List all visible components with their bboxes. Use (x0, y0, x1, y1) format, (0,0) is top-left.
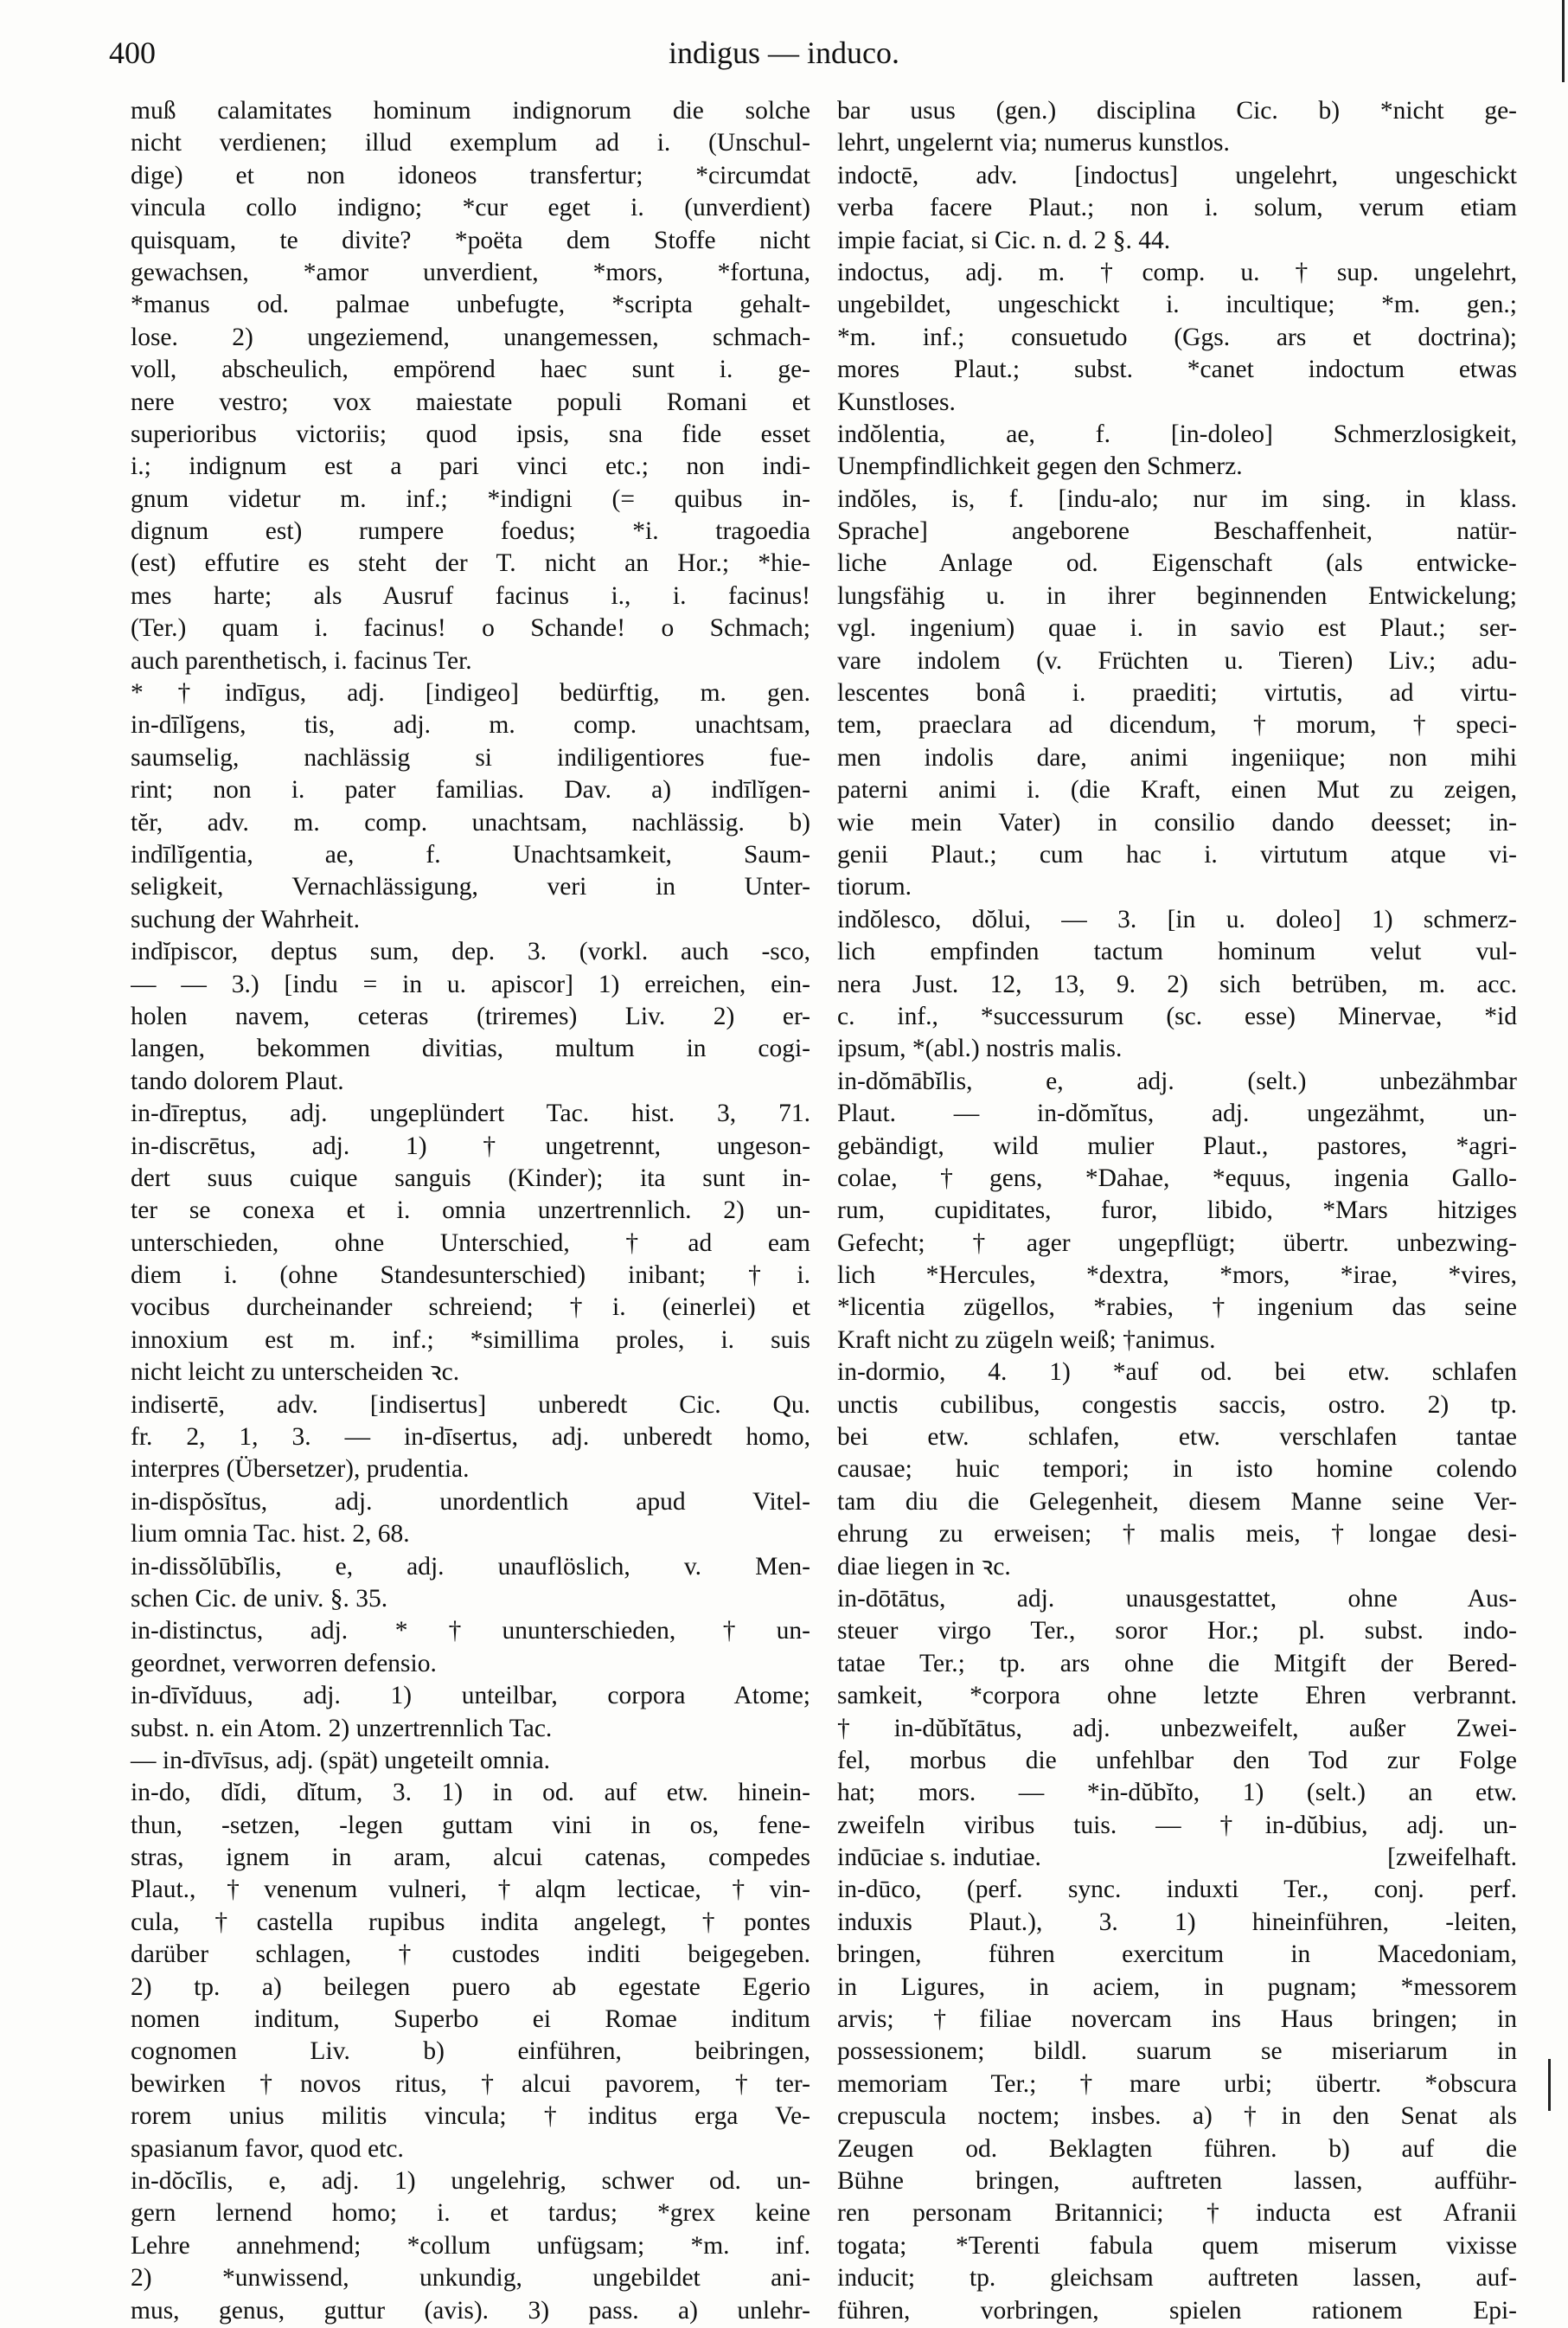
dictionary-line: impie faciat, si Cic. n. d. 2 §. 44. (837, 226, 1171, 254)
dictionary-line: interpres (Übersetzer), prudentia. (131, 1455, 470, 1484)
dictionary-line: rum, cupiditates, furor, libido, *Mars hitziges (837, 1196, 1517, 1225)
dictionary-line: 2) *unwissend, unkundig, ungebildet ani- (131, 2264, 810, 2293)
scan-edge-mark (1548, 2059, 1551, 2111)
dictionary-line: in-dīreptus, adj. ungeplündert Tac. hist. 3, 71. (131, 1100, 810, 1128)
dictionary-line: Bühne bringen, auftreten lassen, aufführ- (837, 2167, 1517, 2195)
line-segment: indūciae s. indutiae. (837, 1844, 1041, 1872)
page-number: 400 (109, 35, 156, 70)
dictionary-line: in-dispŏsĭtus, adj. unordentlich apud Vitel- (131, 1487, 810, 1516)
dictionary-line: stras, ignem in aram, alcui catenas, compedes (131, 1844, 810, 1872)
dictionary-line: vare indolem (v. Früchten u. Tieren) Liv.; adu- (837, 646, 1517, 675)
dictionary-line: — in-dīvīsus, adj. (spät) ungeteilt omnia. (131, 1746, 551, 1774)
dictionary-line: mores Plaut.; subst. *canet indoctum etwas (837, 356, 1517, 384)
dictionary-line: rorem unius militis vincula; †inditus erga Ve- (131, 2102, 810, 2131)
dictionary-line: in-do, dĭdi, dĭtum, 3. 1) in od. auf etw. hinein- (131, 1779, 810, 1807)
left-column (131, 95, 810, 2327)
dictionary-line: Gefecht; †ager ungepflügt; übertr. unbezwing- (837, 1228, 1517, 1257)
dictionary-line: nicht leicht zu unterscheiden ꝛc. (131, 1358, 460, 1387)
dictionary-line: unctis cubilibus, congestis saccis, ostro. 2) tp. (837, 1390, 1517, 1419)
dictionary-line: Kunstloses. (837, 388, 956, 416)
running-title: indigus — induco. (669, 35, 899, 70)
dictionary-line: saumselig, nachlässig si indiligentiores fue- (131, 743, 810, 772)
dictionary-line: auch parenthetisch, i. facinus Ter. (131, 646, 472, 675)
dictionary-line: indŏlentia, ae, f. [in-doleo] Schmerzlosigkeit, (837, 420, 1517, 448)
dictionary-line: indoctus, adj. m. †comp. u. †sup. ungelehrt, (837, 258, 1517, 286)
dictionary-line: colae, †gens, *Dahae, *equus, ingenia Gallo- (837, 1164, 1517, 1192)
dictionary-line: ter se conexa et i. omnia unzertrennlich. 2) un- (131, 1196, 810, 1225)
dictionary-line: i.; indignum est a pari vinci etc.; non indi- (131, 452, 810, 481)
dictionary-line: in-dōtātus, adj. unausgestattet, ohne Aus- (837, 1584, 1517, 1613)
dictionary-line: men indolis dare, animi ingeniique; non mihi (837, 743, 1517, 772)
dictionary-line: nicht verdienen; illud exemplum ad i. (Unschul- (131, 129, 810, 157)
dictionary-line: innoxium est m. inf.; *simillima proles, i. suis (131, 1325, 810, 1354)
dictionary-line: in-dŏmābĭlis, e, adj. (selt.) unbezähmbar (837, 1067, 1517, 1095)
dictionary-line: dignum est) rumpere foedus; *i. tragoedia (131, 517, 810, 546)
dictionary-line: langen, bekommen divitias, multum in cogi- (131, 1035, 810, 1063)
dictionary-line: tem, praeclara ad dicendum, †morum, †speci- (837, 711, 1517, 740)
dictionary-line: in-dīvĭduus, adj. 1) unteilbar, corpora Atome; (131, 1682, 810, 1710)
dictionary-line: Plaut., †venenum vulneri, †alqm lecticae, †vin- (131, 1876, 810, 1904)
dictionary-line: hat; mors. — *in-dŭbĭto, 1) (selt.) an etw. (837, 1779, 1517, 1807)
dictionary-line: tatae Ter.; tp. ars ohne die Mitgift der Bered- (837, 1649, 1517, 1677)
dictionary-line: tam diu die Gelegenheit, diesem Manne seine Ver- (837, 1487, 1517, 1516)
dictionary-line: tando dolorem Plaut. (131, 1067, 344, 1095)
right-column (837, 95, 1517, 2327)
dictionary-line: nera Just. 12, 13, 9. 2) sich betrüben, m. acc. (837, 970, 1517, 998)
dictionary-line: arvis; †filiae novercam ins Haus bringen; in (837, 2005, 1517, 2034)
dictionary-line: unterschieden, ohne Unterschied, †ad eam (131, 1228, 810, 1257)
dictionary-line: lehrt, ungelernt via; numerus kunstlos. (837, 129, 1230, 157)
dictionary-line: darüber schlagen, †custodes inditi beigegeben. (131, 1940, 810, 1969)
dictionary-line: lich empfinden tactum hominum velut vul- (837, 938, 1517, 966)
dictionary-line: führen, vorbringen, spielen rationem Epi- (837, 2296, 1517, 2325)
dictionary-line: cula, †castella rupibus indita angelegt, †pontes (131, 1908, 810, 1936)
dictionary-line: in-dormio, 4. 1) *auf od. bei etw. schlafen (837, 1358, 1517, 1387)
dictionary-line: lungsfähig u. in ihrer beginnenden Entwickelung; (837, 581, 1517, 610)
dictionary-line: — — 3.) [indu = in u. apiscor] 1) erreichen, ein- (131, 970, 810, 998)
dictionary-line: in-dissŏlūbĭlis, e, adj. unauflöslich, v. Men- (131, 1552, 810, 1581)
dictionary-line: ipsum, *(abl.) nostris malis. (837, 1035, 1123, 1063)
dictionary-line: superioribus victoriis; quod ipsis, sna fide esset (131, 420, 810, 448)
dictionary-line: dert suus cuique sanguis (Kinder); ita sunt in- (131, 1164, 810, 1192)
dictionary-line: Lehre annehmend; *collum unfügsam; *m. inf. (131, 2231, 810, 2260)
dictionary-line: possessionem; bildl. suarum se miseriarum in (837, 2037, 1517, 2066)
dictionary-line: mus, genus, guttur (avis). 3) pass. a) unlehr- (131, 2296, 810, 2325)
dictionary-line: crepuscula noctem; insbes. a) †in den Senat als (837, 2102, 1517, 2131)
dictionary-line: memoriam Ter.; †mare urbi; übertr. *obscura (837, 2069, 1517, 2098)
dictionary-line: gnum videtur m. inf.; *indigni (= quibus in- (131, 484, 810, 513)
dictionary-line: in-dŏcĭlis, e, adj. 1) ungelehrig, schwer od. un- (131, 2167, 810, 2195)
dictionary-line: (Ter.) quam i. facinus! o Schande! o Schmach; (131, 614, 810, 643)
dictionary-line: vincula collo indigno; *cur eget i. (unverdient) (131, 194, 810, 222)
dictionary-line: verba facere Plaut.; non i. solum, verum etiam (837, 194, 1517, 222)
dictionary-line: in-distinctus, adj. *†ununterschieden, †un- (131, 1617, 810, 1645)
dictionary-line: suchung der Wahrheit. (131, 905, 360, 933)
dictionary-line: *manus od. palmae unbefugte, *scripta gehalt- (131, 291, 810, 319)
dictionary-line: genii Plaut.; cum hac i. virtutum atque vi- (837, 840, 1517, 869)
dictionary-line: causae; huic tempori; in isto homine colendo (837, 1455, 1517, 1484)
dictionary-line: *m. inf.; consuetudo (Ggs. ars et doctrina); (837, 323, 1517, 351)
dictionary-line: Unempfindlichkeit gegen den Schmerz. (837, 452, 1243, 481)
dictionary-line (837, 1842, 1517, 1874)
dictionary-line: mes harte; als Ausruf facinus i., i. facinus! (131, 581, 810, 610)
dictionary-line: geordnet, verworren defensio. (131, 1649, 437, 1677)
dictionary-line: inducit; tp. gleichsam auftreten lassen, auf- (837, 2264, 1517, 2293)
dictionary-line: lich *Hercules, *dextra, *mors, *irae, *vires, (837, 1261, 1517, 1290)
dictionary-line: ungebildet, ungeschickt i. incultique; *m. gen.; (837, 291, 1517, 319)
dictionary-line: gebändigt, wild mulier Plaut., pastores, *agri- (837, 1132, 1517, 1160)
dictionary-line: fr. 2, 1, 3. — in-dīsertus, adj. unberedt homo, (131, 1423, 810, 1452)
dictionary-line: vgl. ingenium) quae i. in savio est Plaut.; ser- (837, 614, 1517, 643)
dictionary-line: diae liegen in ꝛc. (837, 1552, 1011, 1581)
dictionary-line: diem i. (ohne Standesunterschied) inibant; †i. (131, 1261, 810, 1290)
dictionary-line: nere vestro; vox maiestate populi Romani et (131, 388, 810, 416)
dictionary-line: in Ligures, in aciem, in pugnam; *messorem (837, 1972, 1517, 2001)
dictionary-line: rint; non i. pater familias. Dav. a) indīlĭgen- (131, 776, 810, 805)
dictionary-line: subst. n. ein Atom. 2) unzertrennlich Tac. (131, 1714, 553, 1742)
dictionary-line: ehrung zu erweisen; †malis meis, †longae desi- (837, 1520, 1517, 1549)
scan-edge-mark (1562, 0, 1565, 82)
dictionary-line: ren personam Britannici; †inducta est Afranii (837, 2199, 1517, 2228)
dictionary-line: 2) tp. a) beilegen puero ab egestate Egerio (131, 1972, 810, 2001)
dictionary-line: bei etw. schlafen, etw. verschlafen tantae (837, 1423, 1517, 1452)
dictionary-line: indoctē, adv. [indoctus] ungelehrt, ungeschickt (837, 161, 1517, 189)
dictionary-line: nomen inditum, Superbo ei Romae inditum (131, 2005, 810, 2034)
dictionary-line: indĭpiscor, deptus sum, dep. 3. (vorkl. auch -sco, (131, 938, 810, 966)
dictionary-line: quisquam, te divite? *poëta dem Stoffe nicht (131, 226, 810, 254)
dictionary-line: Sprache] angeborene Beschaffenheit, natür- (837, 517, 1517, 546)
dictionary-line: Plaut. — in-dŏmĭtus, adj. ungezähmt, un- (837, 1100, 1517, 1128)
dictionary-line: *†indīgus, adj. [indigeo] bedürftig, m. gen. (131, 679, 810, 708)
dictionary-line: bewirken †novos ritus, †alcui pavorem, †ter- (131, 2069, 810, 2098)
dictionary-line: muß calamitates hominum indignorum die solche (131, 97, 810, 125)
dictionary-line: indisertē, adv. [indisertus] unberedt Cic. Qu. (131, 1390, 810, 1419)
dictionary-line: fel, morbus die unfehlbar den Tod zur Folge (837, 1746, 1517, 1774)
dictionary-line: paterni animi i. (die Kraft, einen Mut zu zeigen, (837, 776, 1517, 805)
dictionary-line: (est) effutire es steht der T. nicht an Hor.; *hie- (131, 549, 810, 578)
dictionary-line: bar usus (gen.) disciplina Cic. b) *nicht ge- (837, 97, 1517, 125)
dictionary-line: induxis Plaut.), 3. 1) hineinführen, -leiten, (837, 1908, 1517, 1936)
dictionary-line: lescentes bonâ i. praediti; virtutis, ad virtu- (837, 679, 1517, 708)
dictionary-line: in-dīlĭgens, tis, adj. m. comp. unachtsam, (131, 711, 810, 740)
dictionary-line: bringen, führen exercitum in Macedoniam, (837, 1940, 1517, 1969)
dictionary-line: indŏles, is, f. [indu-alo; nur im sing. in klass. (837, 484, 1517, 513)
dictionary-line: voll, abscheulich, empörend haec sunt i. ge- (131, 356, 810, 384)
dictionary-line: lose. 2) ungeziemend, unangemessen, schmach- (131, 323, 810, 351)
dictionary-line: dige) et non idoneos transfertur; *circumdat (131, 161, 810, 189)
dictionary-line: tĕr, adv. m. comp. unachtsam, nachlässig. b) (131, 808, 810, 837)
dictionary-line: Kraft nicht zu zügeln weiß; †animus. (837, 1325, 1216, 1354)
dictionary-line: seligkeit, Vernachlässigung, veri in Unter- (131, 873, 810, 901)
dictionary-line: samkeit, *corpora ohne letzte Ehren verbrannt. (837, 1682, 1517, 1710)
dictionary-line: thun, -setzen, -legen guttam vini in os, fene- (131, 1811, 810, 1839)
dictionary-line: liche Anlage od. Eigenschaft (als entwicke- (837, 549, 1517, 578)
dictionary-line: lium omnia Tac. hist. 2, 68. (131, 1520, 410, 1549)
line-segment: [zweifelhaft. (1387, 1844, 1517, 1872)
dictionary-line: vocibus durcheinander schreiend; †i. (einerlei) et (131, 1293, 810, 1322)
dictionary-line: togata; *Terenti fabula quem miserum vixisse (837, 2231, 1517, 2260)
dictionary-line: steuer virgo Ter., soror Hor.; pl. subst. indo- (837, 1617, 1517, 1645)
dictionary-line: in-discrētus, adj. 1) †ungetrennt, ungeson- (131, 1132, 810, 1160)
dictionary-line: †in-dŭbĭtātus, adj. unbezweifelt, außer Zwei- (837, 1714, 1517, 1742)
dictionary-line: schen Cic. de univ. §. 35. (131, 1584, 388, 1613)
dictionary-line: cognomen Liv. b) einführen, beibringen, (131, 2037, 810, 2066)
dictionary-line: c. inf., *successurum (sc. esse) Minervae, *id (837, 1002, 1517, 1030)
dictionary-line: indīlĭgentia, ae, f. Unachtsamkeit, Saum- (131, 840, 810, 869)
dictionary-line: Zeugen od. Beklagten führen. b) auf die (837, 2134, 1517, 2163)
dictionary-line: zweifeln viribus tuis. — †in-dŭbius, adj. un- (837, 1811, 1517, 1839)
dictionary-line: indŏlesco, dŏlui, — 3. [in u. doleo] 1) schmerz- (837, 905, 1517, 933)
dictionary-line: wie mein Vater) in consilio dando deesset; in- (837, 808, 1517, 837)
dictionary-line: spasianum favor, quod etc. (131, 2134, 404, 2163)
dictionary-line: tiorum. (837, 873, 912, 901)
dictionary-line: in-dūco, (perf. sync. induxti Ter., conj. perf. (837, 1876, 1517, 1904)
dictionary-line: gern lernend homo; i. et tardus; *grex keine (131, 2199, 810, 2228)
dictionary-line: holen navem, ceteras (triremes) Liv. 2) er- (131, 1002, 810, 1030)
dictionary-line: gewachsen, *amor unverdient, *mors, *fortuna, (131, 258, 810, 286)
dictionary-line: *licentia zügellos, *rabies, †ingenium das seine (837, 1293, 1517, 1322)
